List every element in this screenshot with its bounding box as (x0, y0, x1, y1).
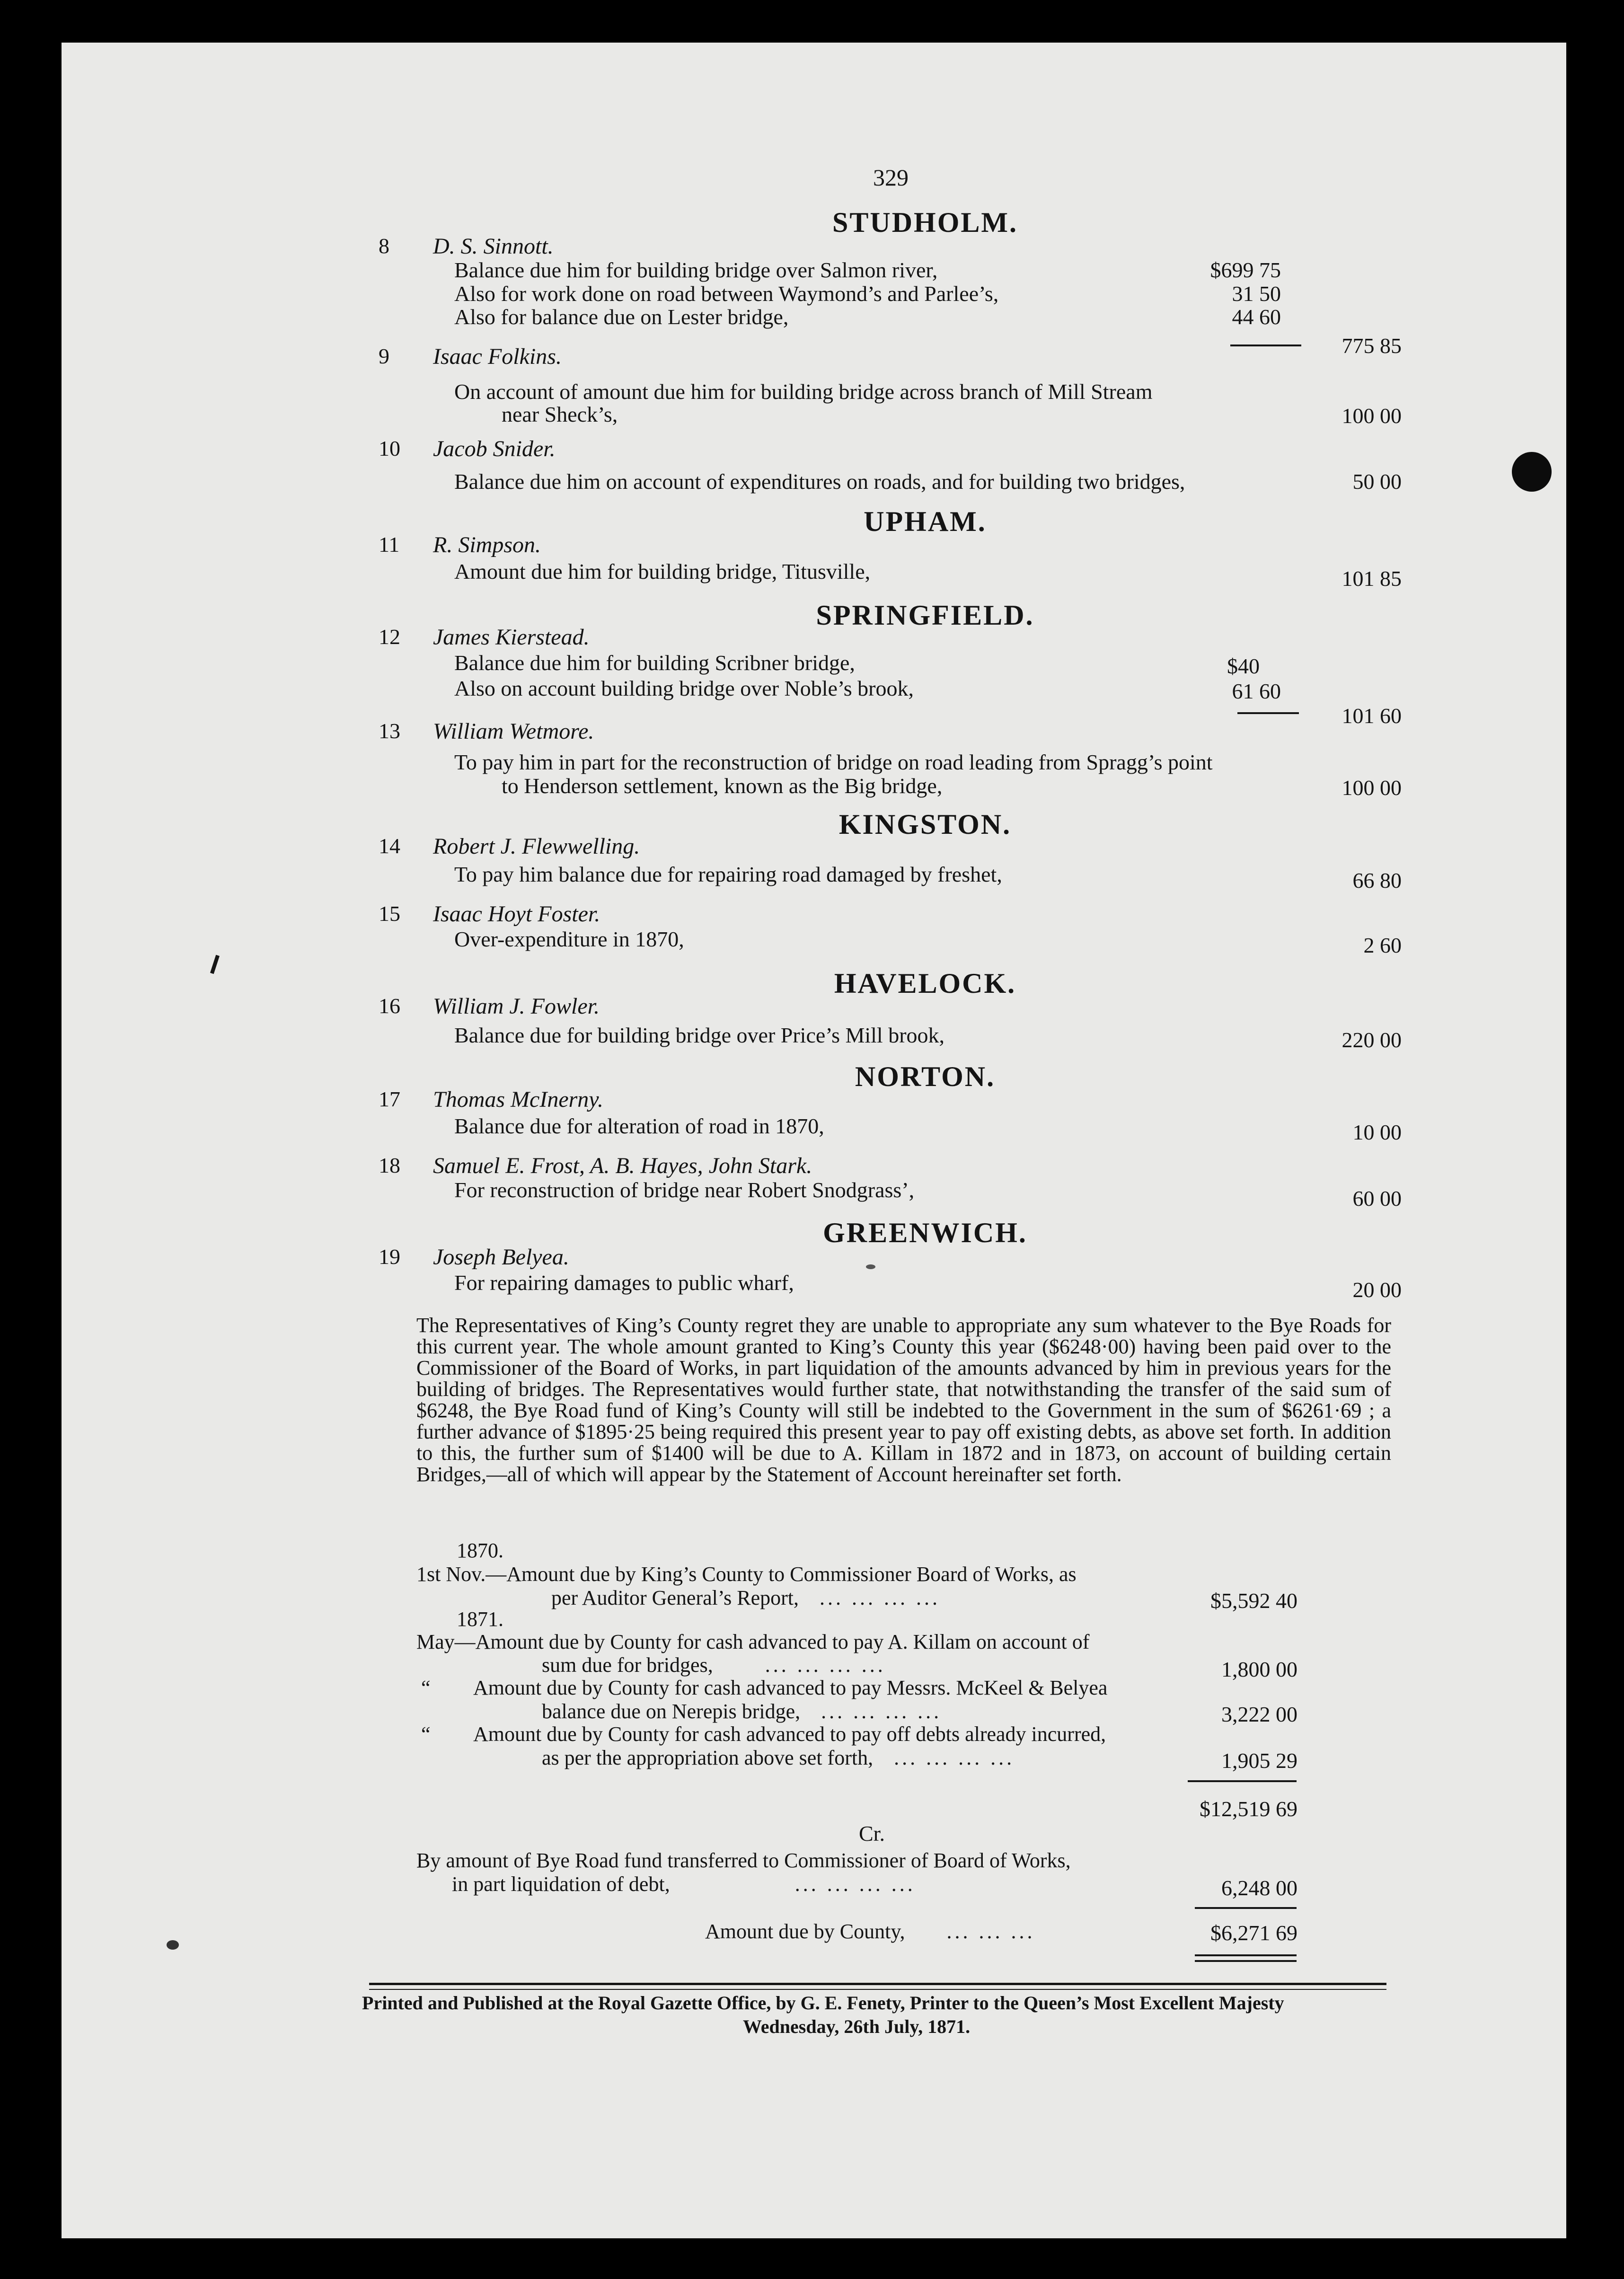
payee-name: Robert J. Flewwelling. (433, 834, 640, 859)
entry-number: 10 (379, 436, 400, 460)
entry-total: 775 85 (1342, 334, 1402, 358)
entry-line: On account of amount due him for building bridge across branch of Mill Stream (454, 380, 1153, 404)
entry-total: 101 85 (1342, 566, 1402, 591)
punch-hole (1512, 452, 1552, 492)
explanatory-paragraph (416, 1315, 1391, 1485)
dot-leader: ... ... ... (946, 1920, 1035, 1943)
entry-number: 11 (379, 532, 400, 556)
entry-line: Balance due him for building bridge over Salmon river, (454, 258, 938, 282)
footer-rule (369, 1989, 1386, 1990)
payee-name: Samuel E. Frost, A. B. Hayes, John Stark. (433, 1153, 812, 1178)
sub-amount: $699 75 (1210, 258, 1281, 282)
entry-total: 2 60 (1363, 933, 1402, 957)
entry-line: Over-expenditure in 1870, (454, 927, 684, 951)
section-heading: UPHAM. (864, 506, 987, 537)
entry-number: 17 (379, 1087, 400, 1111)
paragraph-text: The Representatives of King’s County regret they are unable to appropriate any sum whatever to the Bye Roads for this current year. The whole amount granted to King’s County this year ($6248·00) having been paid over to the Commissioner of the Board of Works, in part liquidation of the amounts advanced by him in previous years for the building of bridges. The Representatives would further state, that notwithstanding the transfer of the said sum of $6248, the Bye Road fund of King’s County will still be indebted to the Government in the sum of $6261·69 ; a further advance of $1895·25 being required this present year to pay off existing debts, as above set forth. In addition to this, the further sum of $1400 will be due to A. Killam in 1872 and in 1873, on account of building certain Bridges,—all of which will appear by the Statement of Account hereinafter set forth. (416, 1314, 1391, 1486)
amount-due-total: $6,271 69 (1210, 1921, 1297, 1945)
account-line: as per the appropriation above set forth, ... ... ... ... (542, 1746, 1015, 1769)
account-line: Amount due by County for cash advanced to pay Messrs. McKeel & Belyea (473, 1676, 1108, 1699)
sub-amount: $40 (1227, 654, 1260, 678)
entry-line: Balance due him on account of expenditures on roads, and for building two bridges, (454, 469, 1185, 494)
payee-name: Isaac Hoyt Foster. (433, 901, 600, 927)
entry-line: For repairing damages to public wharf, (454, 1271, 794, 1295)
entry-total: 100 00 (1342, 776, 1402, 800)
section-heading: SPRINGFIELD. (816, 600, 1034, 631)
payee-name: R. Simpson. (433, 532, 541, 557)
payee-name: William J. Fowler. (433, 994, 600, 1019)
entry-line: To pay him in part for the reconstruction of bridge on road leading from Spragg’s point (454, 750, 1213, 774)
entry-line: Also on account building bridge over Noble’s brook, (454, 676, 914, 700)
sub-amount: 31 50 (1232, 282, 1281, 306)
document-page (62, 43, 1566, 2238)
account-line: May—Amount due by County for cash advanced to pay A. Killam on account of (416, 1630, 1090, 1653)
account-amount: 1,800 00 (1221, 1657, 1297, 1681)
entry-line: To pay him balance due for repairing road damaged by freshet, (454, 862, 1002, 886)
ditto-mark: “ (421, 1722, 431, 1746)
dot-leader: ... ... ... ... (821, 1700, 942, 1723)
amount-due-line: Amount due by County, ... ... ... (705, 1920, 1035, 1943)
ink-speck (866, 1264, 875, 1269)
account-amount: 1,905 29 (1221, 1749, 1297, 1773)
account-amount: 3,222 00 (1221, 1702, 1297, 1726)
entry-line: Balance due him for building Scribner bridge, (454, 651, 855, 675)
payee-name: James Kierstead. (433, 625, 590, 650)
section-heading: GREENWICH. (823, 1217, 1027, 1248)
entry-number: 8 (379, 234, 389, 258)
entry-total: 66 80 (1352, 868, 1402, 892)
sum-rule (1188, 1780, 1297, 1782)
payee-name: Jacob Snider. (433, 436, 556, 461)
entry-line: Balance due for building bridge over Price’s Mill brook, (454, 1023, 945, 1047)
account-line: sum due for bridges, ... ... ... ... (542, 1653, 886, 1677)
double-rule (1195, 1954, 1297, 1956)
ditto-mark: “ (421, 1676, 431, 1699)
entry-number: 14 (379, 834, 400, 858)
account-subtotal: $12,519 69 (1200, 1797, 1297, 1821)
entry-line: Balance due for alteration of road in 1870, (454, 1114, 824, 1138)
sub-amount: 61 60 (1232, 679, 1281, 703)
sub-amount: 44 60 (1232, 305, 1281, 329)
entry-line: Also for balance due on Lester bridge, (454, 305, 789, 329)
entry-total: 10 00 (1352, 1120, 1402, 1144)
entry-number: 18 (379, 1153, 400, 1177)
entry-line: For reconstruction of bridge near Robert Snodgrass’, (454, 1178, 915, 1202)
entry-total: 220 00 (1342, 1028, 1402, 1052)
account-line: in part liquidation of debt, ... ... ... ... (452, 1873, 916, 1896)
payee-name: Thomas McInerny. (433, 1087, 603, 1112)
payee-name: Isaac Folkins. (433, 344, 562, 369)
account-line: 1st Nov.—Amount due by King’s County to Commissioner Board of Works, as (416, 1563, 1077, 1586)
account-amount: $5,592 40 (1210, 1589, 1297, 1613)
account-line: By amount of Bye Road fund transferred to Commissioner of Board of Works, (416, 1849, 1071, 1872)
account-year: 1871. (457, 1608, 503, 1631)
publication-date: Wednesday, 26th July, 1871. (743, 2016, 971, 2037)
account-line: Amount due by County for cash advanced to pay off debts already incurred, (473, 1722, 1106, 1746)
entry-line: near Sheck’s, (502, 402, 618, 426)
printer-imprint: Printed and Published at the Royal Gazette Office, by G. E. Fenety, Printer to the Queen’s Most Excellent Majesty (362, 1992, 1284, 2014)
section-heading: STUDHOLM. (832, 207, 1018, 238)
section-heading: NORTON. (855, 1061, 996, 1092)
dot-leader: ... ... ... ... (794, 1873, 916, 1896)
sum-rule (1230, 344, 1301, 346)
entry-number: 12 (379, 625, 400, 649)
entry-total: 100 00 (1342, 404, 1402, 428)
page-number: 329 (873, 164, 909, 191)
entry-total: 60 00 (1352, 1186, 1402, 1210)
sum-rule (1195, 1907, 1297, 1909)
payee-name: Joseph Belyea. (433, 1245, 569, 1270)
entry-line: Also for work done on road between Waymond’s and Parlee’s, (454, 282, 999, 306)
payee-name: D. S. Sinnott. (433, 234, 554, 259)
account-year: 1870. (457, 1539, 503, 1562)
credit-heading: Cr. (859, 1821, 885, 1846)
dot-leader: ... ... ... ... (894, 1746, 1015, 1769)
account-line: balance due on Nerepis bridge, ... ... ... ... (542, 1700, 942, 1723)
entry-total: 101 60 (1342, 704, 1402, 728)
entry-number: 13 (379, 719, 400, 743)
section-heading: KINGSTON. (838, 809, 1012, 840)
entry-total: 50 00 (1352, 469, 1402, 494)
double-rule (1195, 1960, 1297, 1962)
payee-name: William Wetmore. (433, 719, 594, 744)
entry-number: 16 (379, 994, 400, 1018)
account-amount: 6,248 00 (1221, 1876, 1297, 1900)
footer-rule (369, 1983, 1386, 1985)
entry-line: to Henderson settlement, known as the Big bridge, (502, 774, 943, 798)
entry-number: 15 (379, 901, 400, 926)
dot-leader: ... ... ... ... (765, 1653, 886, 1677)
sum-rule (1237, 712, 1299, 714)
entry-total: 20 00 (1352, 1278, 1402, 1302)
section-heading: HAVELOCK. (834, 968, 1016, 999)
entry-number: 9 (379, 344, 389, 368)
entry-line: Amount due him for building bridge, Titusville, (454, 559, 871, 583)
ink-speck (167, 1940, 179, 1950)
account-line: per Auditor General’s Report, ... ... ... ... (551, 1586, 940, 1609)
entry-number: 19 (379, 1245, 400, 1269)
dot-leader: ... ... ... ... (819, 1586, 940, 1609)
